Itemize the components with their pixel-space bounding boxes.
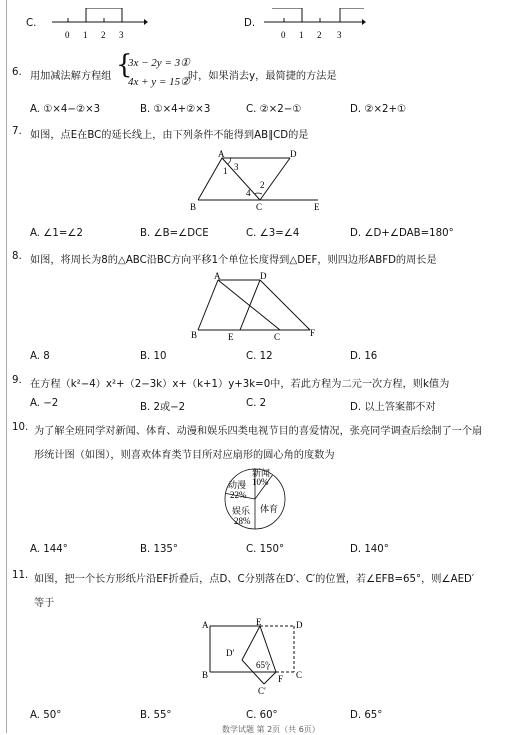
q6-option-d: D. ②×2+① <box>350 104 407 115</box>
pie-label-anime: 动漫 <box>228 480 247 490</box>
q11-option-d: D. 65° <box>350 710 383 721</box>
q6-stem-b: 时，如果消去y，最简捷的方法是 <box>188 71 337 82</box>
tick-0: 0 <box>65 30 70 40</box>
q10-option-c: C. 150° <box>246 544 285 555</box>
tick-3: 3 <box>119 30 124 40</box>
q11-figure <box>198 616 310 696</box>
svg-text:C′: C′ <box>258 686 266 696</box>
svg-text:65°: 65° <box>256 660 269 670</box>
pie-label-news: 新闻 <box>252 468 271 478</box>
q9-option-b: B. 2或−2 <box>140 402 186 413</box>
margin-line <box>6 0 7 733</box>
svg-text:A: A <box>202 620 209 630</box>
q8-option-a: A. 8 <box>30 351 50 362</box>
q8-stem: 如图，将周长为8的△ABC沿BC方向平移1个单位长度得到△DEF，则四边形ABFD的周长是 <box>30 255 437 266</box>
q5-option-d-label: D. <box>244 18 256 29</box>
svg-text:2: 2 <box>317 30 322 40</box>
q7-stem: 如图，点E在BC的延长线上，由下列条件不能得到AB∥CD的是 <box>30 130 309 141</box>
q5-option-c-numberline <box>48 8 148 44</box>
q6-stem-a: 用加减法解方程组 <box>30 71 112 82</box>
q10-stem-line2: 形统计图（如图），则喜欢体育类节目所对应扇形的圆心角的度数为 <box>34 450 335 461</box>
svg-text:E: E <box>256 617 262 627</box>
svg-text:F: F <box>278 674 284 684</box>
q7-option-d: D. ∠D+∠DAB=180° <box>350 228 454 239</box>
q8-number: 8. <box>12 251 22 262</box>
svg-text:1: 1 <box>223 166 228 176</box>
svg-text:D: D <box>290 149 297 159</box>
svg-text:22%: 22% <box>230 490 247 500</box>
q10-number: 10. <box>12 422 29 433</box>
q7-option-b: B. ∠B=∠DCE <box>140 228 209 239</box>
q11-option-b: B. 55° <box>140 710 172 721</box>
tick-2: 2 <box>101 30 106 40</box>
svg-text:10%: 10% <box>252 477 269 487</box>
q8-option-c: C. 12 <box>246 351 273 362</box>
tick-1: 1 <box>83 30 88 40</box>
q7-option-a: A. ∠1=∠2 <box>30 228 84 239</box>
svg-text:28%: 28% <box>234 516 251 526</box>
q9-option-d: D. 以上答案都不对 <box>350 402 436 413</box>
q9-stem: 在方程（k²−4）x²+（2−3k）x+（k+1）y+3k=0中，若此方程为二元一次方程，则k值为 <box>30 379 450 390</box>
svg-text:C: C <box>296 670 303 680</box>
q11-stem-line2: 等于 <box>34 598 55 609</box>
svg-text:D: D <box>296 620 303 630</box>
q9-option-a: A. −2 <box>30 398 59 409</box>
q7-figure <box>186 148 336 214</box>
pie-label-sports: 体育 <box>260 504 279 514</box>
svg-text:A: A <box>218 149 225 159</box>
svg-text:B: B <box>202 670 209 680</box>
svg-text:A: A <box>214 272 221 281</box>
q9-option-c: C. 2 <box>246 398 267 409</box>
q11-stem-line1: 如图，把一个长方形纸片沿EF折叠后，点D、C分别落在D′、C′的位置，若∠EFB=65°，则∠AED′ <box>34 574 475 585</box>
q7-option-c: C. ∠3=∠4 <box>246 228 300 239</box>
q10-option-b: B. 135° <box>140 544 179 555</box>
q6-eq2: 4x + y = 15② <box>128 76 190 88</box>
q11-number: 11. <box>12 570 29 581</box>
svg-text:3: 3 <box>337 30 342 40</box>
q8-figure <box>188 272 324 342</box>
page-footer: 数学试题 第 2页（共 6页） <box>222 725 320 734</box>
svg-text:2: 2 <box>260 180 265 190</box>
q9-number: 9. <box>12 375 22 386</box>
q10-option-d: D. 140° <box>350 544 389 555</box>
q6-option-c: C. ②×2−① <box>246 104 302 115</box>
q10-pie-chart <box>222 466 288 532</box>
svg-text:C: C <box>256 202 263 212</box>
q7-number: 7. <box>12 126 22 137</box>
q8-option-b: B. 10 <box>140 351 167 362</box>
q8-option-d: D. 16 <box>350 351 378 362</box>
svg-text:E: E <box>314 202 320 212</box>
q11-option-a: A. 50° <box>30 710 62 721</box>
q6-number: 6. <box>12 67 22 78</box>
pie-label-ent: 娱乐 <box>232 506 251 516</box>
svg-text:D′: D′ <box>226 648 235 658</box>
svg-text:4: 4 <box>246 188 251 198</box>
q6-option-b: B. ①×4+②×3 <box>140 104 211 115</box>
brace: { <box>116 50 133 80</box>
q5-option-c-label: C. <box>26 18 37 29</box>
q5-option-d-numberline <box>262 8 368 44</box>
q10-option-a: A. 144° <box>30 544 68 555</box>
svg-text:B: B <box>190 202 197 212</box>
svg-text:1: 1 <box>299 30 304 40</box>
q10-stem-line1: 为了解全班同学对新闻、体育、动漫和娱乐四类电视节目的喜爱情况，张亮同学调查后绘制了一个扇 <box>34 426 483 437</box>
svg-text:D: D <box>260 272 267 281</box>
q11-option-c: C. 60° <box>246 710 278 721</box>
svg-text:B: B <box>191 330 198 340</box>
svg-text:F: F <box>310 328 316 338</box>
svg-text:3: 3 <box>234 162 239 172</box>
svg-text:E: E <box>228 332 234 342</box>
svg-text:C: C <box>274 332 281 342</box>
svg-text:0: 0 <box>281 30 286 40</box>
q6-eq1: 3x − 2y = 3① <box>128 57 190 69</box>
q6-option-a: A. ①×4−②×3 <box>30 104 101 115</box>
